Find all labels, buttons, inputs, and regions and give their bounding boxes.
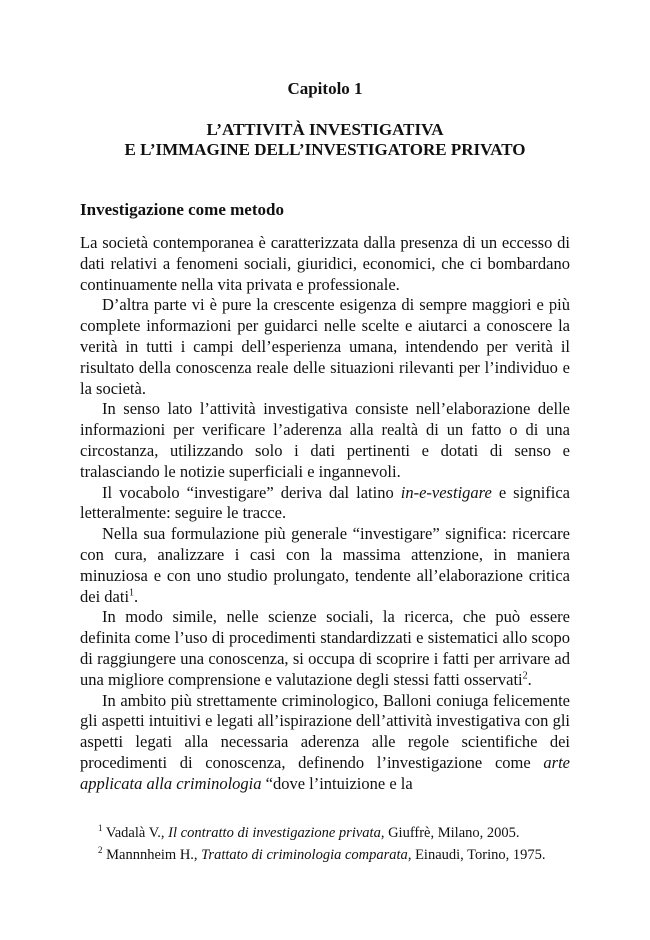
section-heading: Investigazione come metodo xyxy=(80,200,284,219)
paragraph-4: Il vocabolo “investigare” deriva dal latino in-e-vestigare e significa letteralmente: seguire le tracce. xyxy=(80,482,571,523)
paragraph-7: In ambito più strettamente criminologico, Balloni coniuga felicemente gli aspetti intuitivi e legati all’ispirazione dell’attività investigativa con gli aspetti legati alla necessaria aderenza alle regole scientifiche dei procedimenti di conoscenza, definendo l’investigazione come arte applicata alla criminologia “dove l’intuizione e la xyxy=(80,690,570,793)
paragraph-6: In modo simile, nelle scienze sociali, la ricerca, che può essere definita come l’uso di procedimenti standardizzati e sistematici allo scopo di raggiungere una conoscenza, si occupa di scoprire i fatti per arrivare ad una migliore comprensione e valutazione degli stessi fatti osservati$^2$. xyxy=(80,607,570,689)
paragraph-3: In senso lato l’attività investigativa consiste nell’elaborazione delle informazioni per verificare l’aderenza alla realtà di un fatto o di una circostanza, utilizzando solo i dati pertinenti e dotati di senso e tralasciando le notizie superficiali e ingannevoli. xyxy=(80,399,570,481)
chapter-title xyxy=(60,120,590,160)
chapter-title-line-1: L’ATTIVITÀ INVESTIGATIVA xyxy=(206,120,444,139)
latin-term: in-e-vestigare xyxy=(400,482,492,502)
chapter-label: Capitolo 1 xyxy=(287,79,363,98)
footnote-ref-1: 1 xyxy=(129,587,135,599)
paragraph-2: D’altra parte vi è pure la crescente esigenza di sempre maggiori e più complete informazioni per guidarci nelle scelte e aiutarci a conoscere la verità in tutti i campi dell’esperienza umana, intendendo per verità il risultato della conoscenza reale delle situazioni rilevanti per l’individuo e la società. xyxy=(80,295,570,398)
footnote-1: $^1$ Vadalà V., Il contratto di investigazione privata, Giuffrè, Milano, 2005. xyxy=(98,823,520,841)
footnotes xyxy=(80,822,580,866)
body-text xyxy=(80,233,570,795)
footnote-ref-2: 2 xyxy=(522,670,528,682)
paragraph-5: Nella sua formulazione più generale “investigare” significa: ricercare con cura, analizzare i casi con la massima attenzione, in maniera minuziosa e con uno studio prolungato, tendente all’elaborazione critica dei dati$^1$. xyxy=(80,524,570,606)
paragraph-1: La società contemporanea è caratterizzata dalla presenza di un eccesso di dati relativi a fenomeni sociali, giuridici, economici, che ci bombardano continuamente nella vita privata e professionale. xyxy=(80,233,570,294)
chapter-title-line-2: E L’IMMAGINE DELL’INVESTIGATORE PRIVATO xyxy=(124,140,526,159)
footnote-2: $^2$ Mannnheim H., Trattato di criminologia comparata, Einaudi, Torino, 1975. xyxy=(98,845,546,863)
italic-phrase: arte applicata alla criminologia xyxy=(80,752,570,793)
